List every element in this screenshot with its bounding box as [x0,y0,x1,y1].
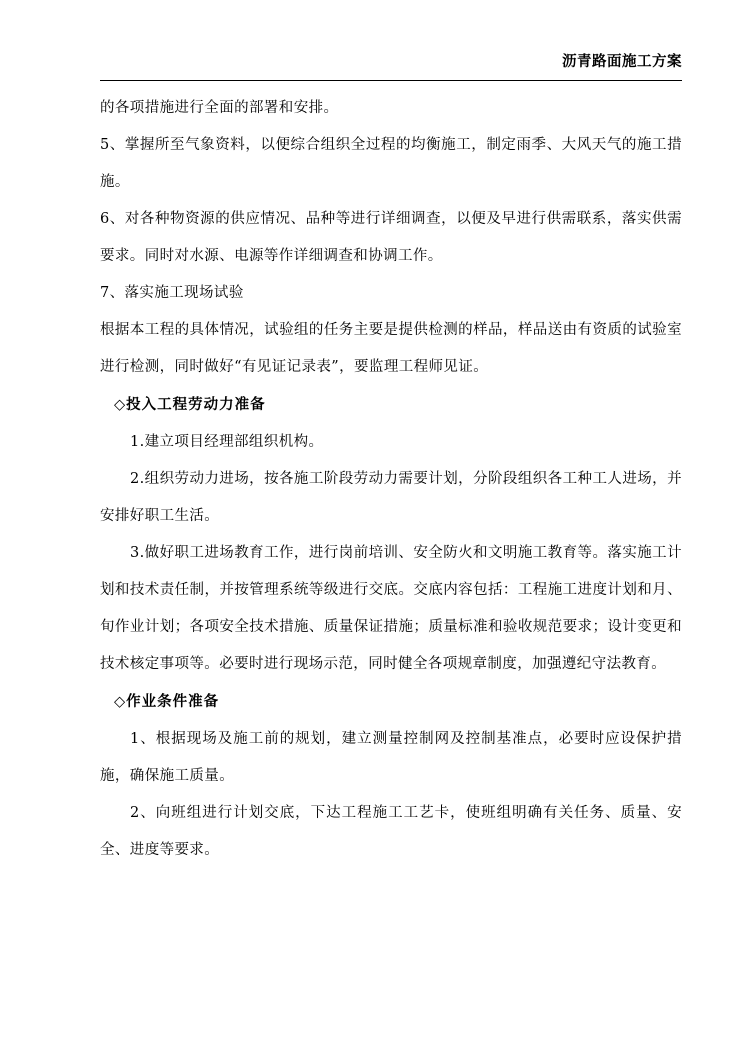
section-heading [100,683,682,721]
paragraph: 根据本工程的具体情况，试验组的任务主要是提供检测的样品，样品送由有资质的试验室进行检测，同时做好“有见证记录表”，要监理工程师见证。 [100,322,682,375]
paragraph: 的各项措施进行全面的部署和安排。 [100,100,339,116]
paragraph: 2、向班组进行计划交底，下达工程施工工艺卡，使班组明确有关任务、质量、安全、进度等要求。 [100,805,682,858]
paragraph: 2.组织劳动力进场，按各施工阶段劳动力需要计划，分阶段组织各工种工人进场，并安排好职工生活。 [100,471,682,524]
paragraph: 7、落实施工现场试验 [100,285,244,301]
diamond-bullet-icon: ◇ [114,694,127,710]
section-heading [100,386,682,424]
paragraph: 6、对各种物资源的供应情况、品种等进行详细调查，以便及早进行供需联系，落实供需要求。同时对水源、电源等作详细调查和协调工作。 [100,211,682,264]
document-body [100,90,682,869]
page-header [100,50,682,71]
header-divider [100,80,682,81]
paragraph: 1.建立项目经理部组织机构。 [130,434,324,450]
paragraph: 5、掌握所至气象资料，以便综合组织全过程的均衡施工，制定雨季、大风天气的施工措施。 [100,137,682,190]
paragraph: 3.做好职工进场教育工作，进行岗前培训、安全防火和文明施工教育等。落实施工计划和技术责任制，并按管理系统等级进行交底。交底内容包括：工程施工进度计划和月、旬作业计划；各项安全技术措施、质量保证措施；质量标准和验收规范要求；设计变更和技术核定事项等。必要时进行现场示范，同时健全各项规章制度，加强遵纪守法教育。 [100,545,682,672]
diamond-bullet-icon: ◇ [114,397,127,413]
section-heading-label: 投入工程劳动力准备 [126,396,266,413]
header-title: 沥青路面施工方案 [562,53,682,70]
section-heading-label: 作业条件准备 [126,693,220,710]
paragraph: 1、根据现场及施工前的规划，建立测量控制网及控制基准点，必要时应设保护措施，确保施工质量。 [100,731,682,784]
